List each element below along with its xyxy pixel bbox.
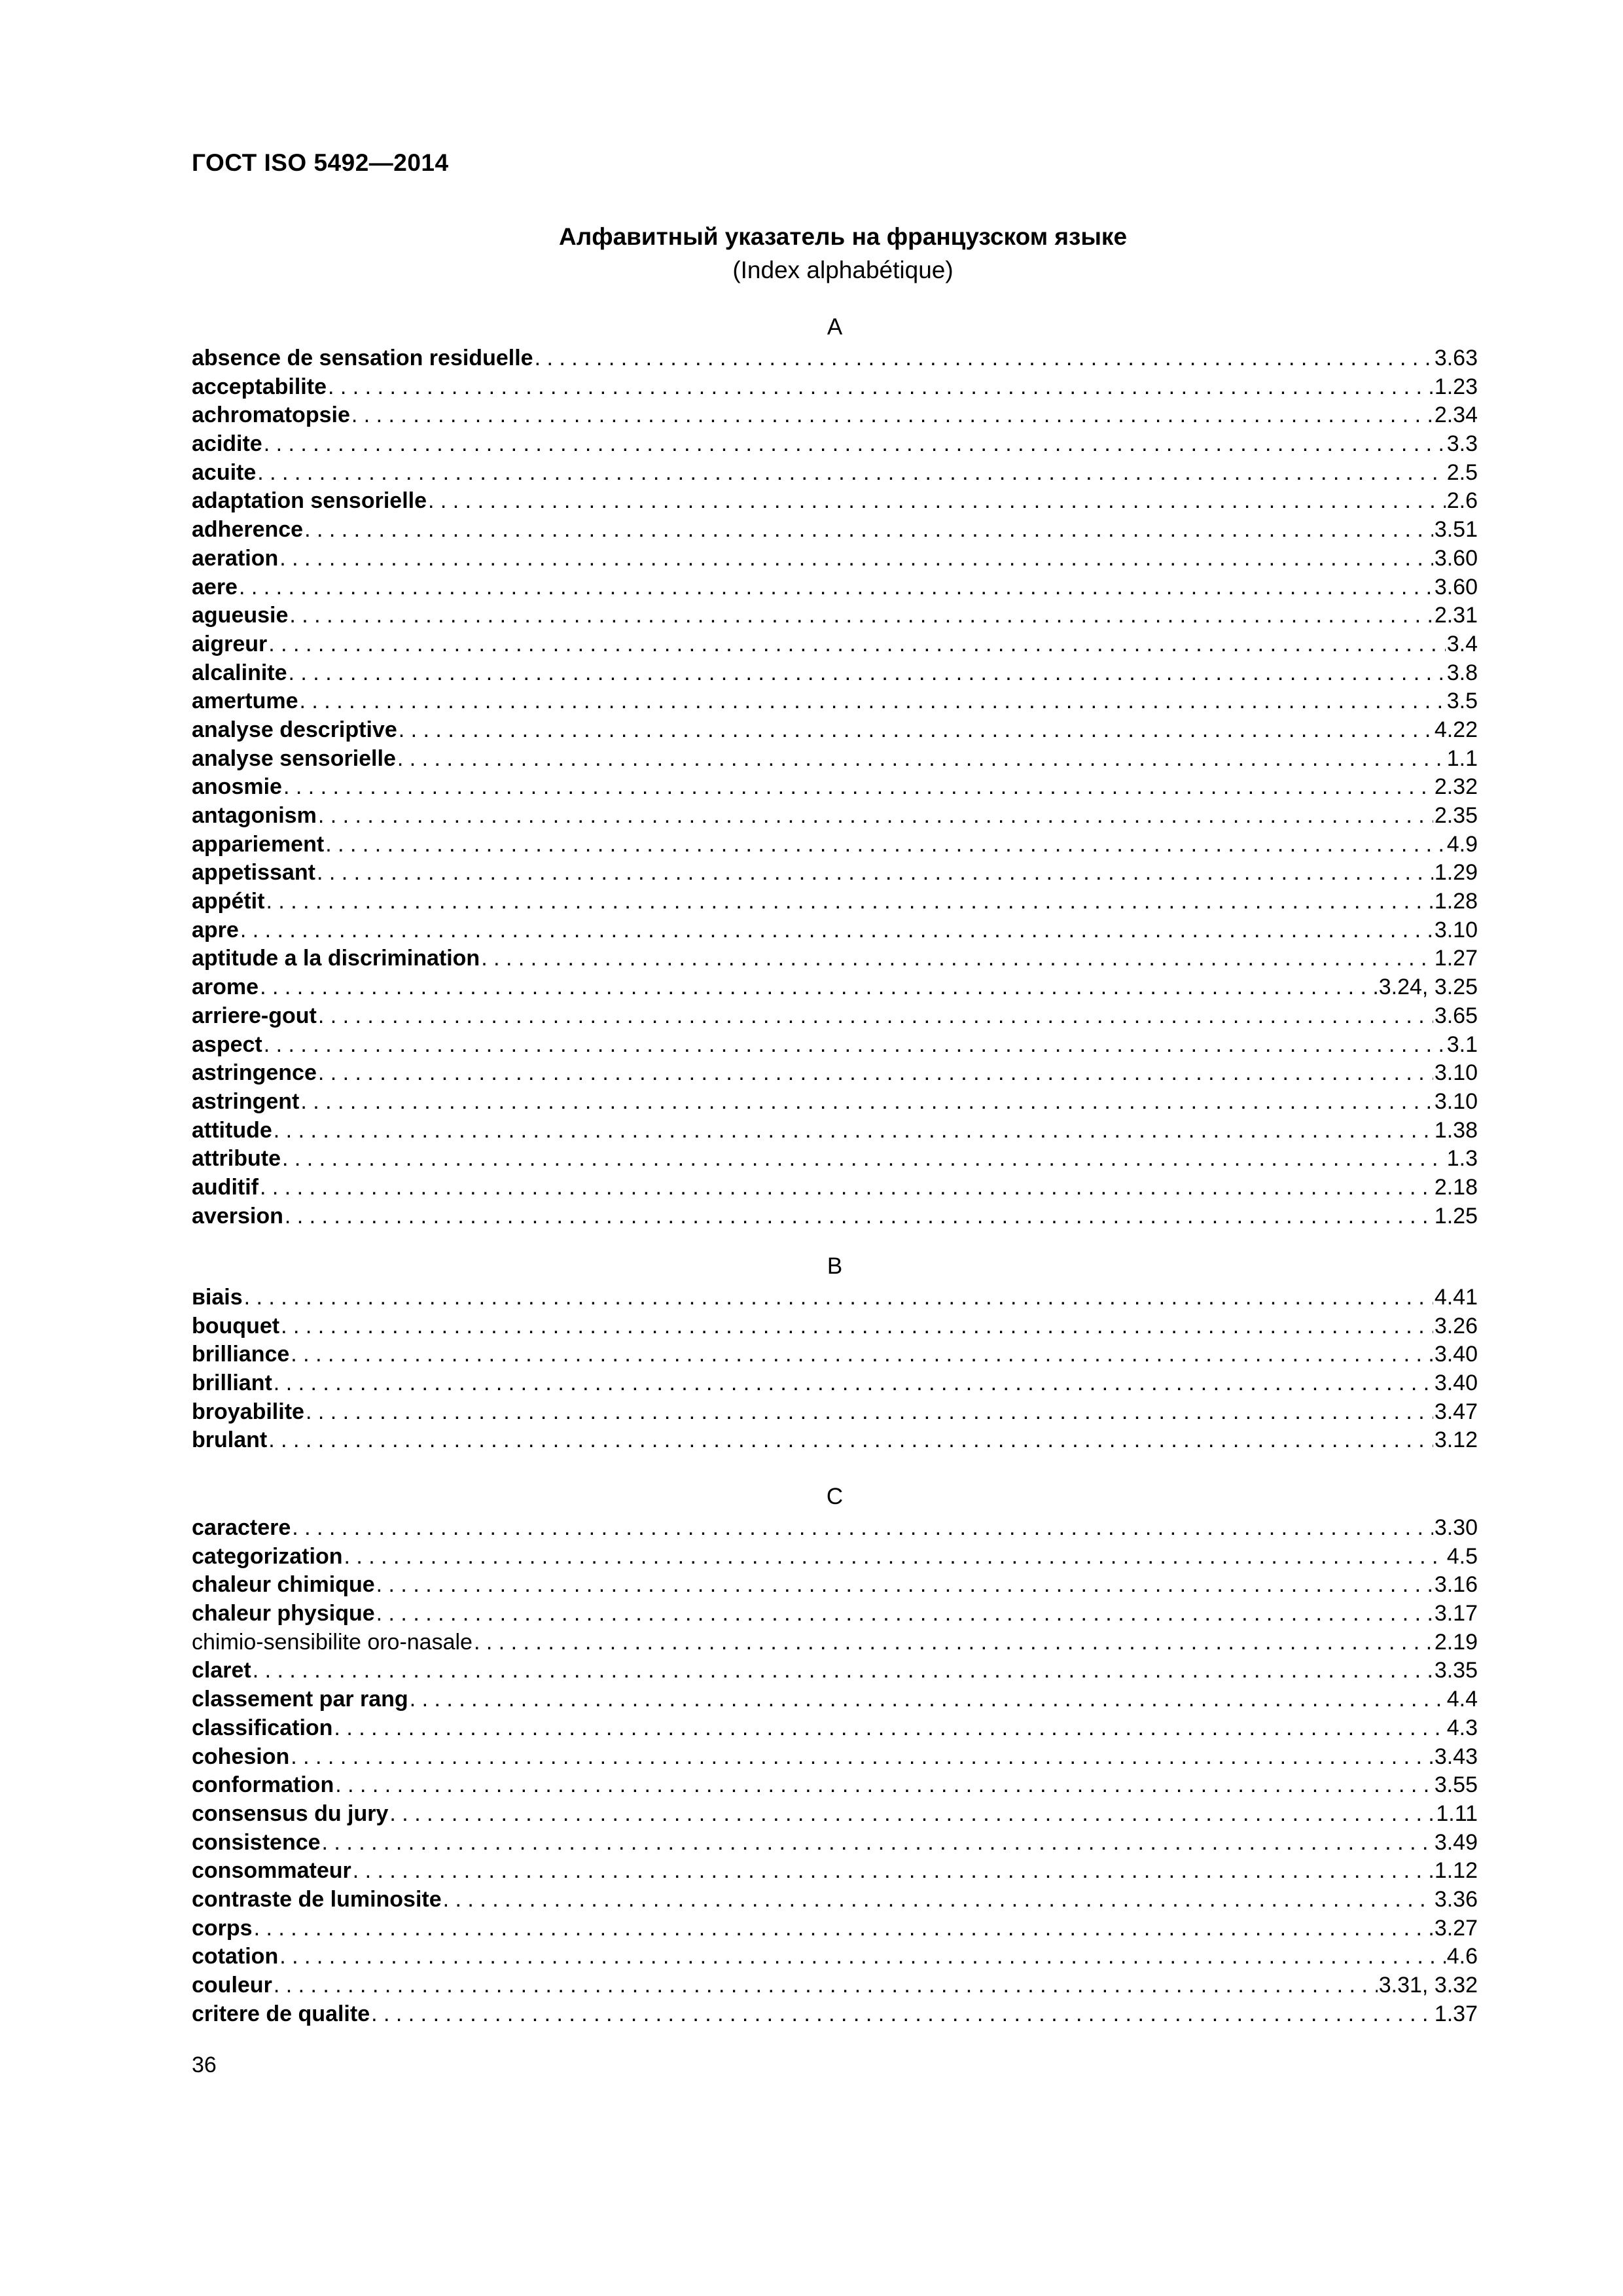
index-term: critere de qualite <box>192 2001 370 2026</box>
dot-leader <box>268 1427 1433 1453</box>
section-letter: C <box>826 1484 844 1509</box>
index-term: arome <box>192 975 259 1000</box>
index-section-a <box>192 309 1478 1232</box>
index-entry <box>192 660 1478 689</box>
index-term: aeration <box>192 545 279 571</box>
index-entry <box>192 1973 1478 2001</box>
index-term: caractere <box>192 1515 291 1540</box>
index-reference: 3.26 <box>1434 1313 1478 1338</box>
index-entry <box>192 832 1478 861</box>
index-term: aspect <box>192 1031 262 1057</box>
index-entry <box>192 1887 1478 1916</box>
dot-leader <box>289 660 1446 686</box>
index-term: antagonism <box>192 803 317 828</box>
index-entry <box>192 1314 1478 1342</box>
index-reference: 4.5 <box>1446 1543 1478 1569</box>
dot-leader <box>328 374 1433 400</box>
dot-leader <box>322 1830 1433 1856</box>
index-entry <box>192 2001 1478 2030</box>
index-entry <box>192 1515 1478 1544</box>
index-entry <box>192 403 1478 431</box>
dot-leader <box>292 1515 1433 1541</box>
index-reference: 2.35 <box>1434 803 1478 828</box>
index-term: cotation <box>192 1944 279 1969</box>
index-entry <box>192 1772 1478 1801</box>
index-entry <box>192 575 1478 603</box>
index-reference: 3.30 <box>1434 1515 1478 1540</box>
dot-leader <box>428 488 1446 514</box>
index-reference: 3.10 <box>1434 917 1478 942</box>
dot-leader <box>335 1772 1433 1798</box>
index-reference: 1.27 <box>1434 946 1478 971</box>
index-term: astringent <box>192 1088 300 1114</box>
index-reference: 3.63 <box>1434 346 1478 370</box>
dot-leader <box>279 546 1433 571</box>
index-term: bouquet <box>192 1313 280 1338</box>
index-term: consensus du jury <box>192 1801 389 1826</box>
index-term: apre <box>192 917 239 942</box>
index-term: acidite <box>192 431 262 457</box>
index-term: brilliance <box>192 1342 290 1367</box>
dot-leader <box>279 1944 1446 1969</box>
index-term: aigreur <box>192 631 268 656</box>
index-reference: 3.60 <box>1434 545 1478 571</box>
index-reference: 4.9 <box>1446 831 1478 857</box>
page-number: 36 <box>192 2053 217 2077</box>
index-entry <box>192 632 1478 660</box>
index-reference: 3.8 <box>1446 660 1478 685</box>
dot-leader <box>289 603 1433 628</box>
index-entry <box>192 1427 1478 1456</box>
index-entry <box>192 603 1478 632</box>
dot-leader <box>481 946 1433 971</box>
index-entry <box>192 1146 1478 1175</box>
dot-leader <box>264 1032 1446 1058</box>
dot-leader <box>318 1003 1433 1029</box>
index-reference: 3.4 <box>1446 631 1478 656</box>
index-entry <box>192 889 1478 918</box>
dot-leader <box>282 1146 1446 1172</box>
index-term: adaptation sensorielle <box>192 488 427 514</box>
index-term: brulant <box>192 1427 268 1453</box>
index-entry <box>192 803 1478 832</box>
index-entry <box>192 774 1478 803</box>
index-term: couleur <box>192 1973 272 1998</box>
index-reference: 2.6 <box>1446 488 1478 514</box>
dot-leader <box>353 1858 1433 1884</box>
dot-leader <box>300 1089 1433 1115</box>
index-entry <box>192 1572 1478 1601</box>
dot-leader <box>291 1342 1433 1367</box>
index-entry <box>192 1371 1478 1399</box>
dot-leader <box>304 517 1433 543</box>
index-entry <box>192 1687 1478 1715</box>
dot-leader <box>281 1314 1433 1339</box>
index-term: adherence <box>192 517 304 543</box>
index-entry <box>192 975 1478 1003</box>
section-letter: A <box>827 314 843 340</box>
dot-leader <box>274 1118 1433 1143</box>
index-reference: 1.1 <box>1446 745 1478 771</box>
index-reference: 2.5 <box>1446 459 1478 485</box>
index-term: corps <box>192 1915 253 1941</box>
index-entry <box>192 746 1478 775</box>
index-reference: 3.17 <box>1434 1601 1478 1626</box>
dot-leader <box>274 1973 1378 1998</box>
index-reference: 3.24, 3.25 <box>1378 975 1478 1000</box>
index-entry <box>192 860 1478 889</box>
index-entry <box>192 1544 1478 1573</box>
index-term: attribute <box>192 1146 281 1172</box>
index-entry <box>192 1175 1478 1204</box>
index-reference: 3.27 <box>1434 1915 1478 1941</box>
index-entry <box>192 1601 1478 1630</box>
dot-leader <box>397 746 1446 772</box>
index-term: categorization <box>192 1543 343 1569</box>
index-entry <box>192 546 1478 575</box>
index-entry <box>192 488 1478 517</box>
index-entry <box>192 1744 1478 1773</box>
index-term: absence de sensation residuelle <box>192 346 533 370</box>
index-entry <box>192 1399 1478 1428</box>
index-entry <box>192 1118 1478 1147</box>
index-term: aptitude a la discrimination <box>192 946 480 971</box>
dot-leader <box>376 1572 1433 1598</box>
index-term: contraste de luminosite <box>192 1886 442 1912</box>
index-entry <box>192 1944 1478 1973</box>
dot-leader <box>253 1658 1433 1683</box>
index-term: acuite <box>192 459 257 485</box>
dot-leader <box>334 1715 1445 1741</box>
index-entry <box>192 346 1478 374</box>
dot-leader <box>351 403 1433 428</box>
index-entry <box>192 1916 1478 1945</box>
dot-leader <box>283 774 1433 800</box>
index-reference: 3.35 <box>1434 1658 1478 1683</box>
index-reference: 3.36 <box>1434 1886 1478 1912</box>
index-reference: 3.43 <box>1434 1744 1478 1769</box>
index-section-c <box>192 1479 1478 2030</box>
index-reference: 2.31 <box>1434 603 1478 628</box>
index-reference: 3.10 <box>1434 1088 1478 1114</box>
index-reference: 1.3 <box>1446 1146 1478 1172</box>
index-entry <box>192 689 1478 717</box>
index-entry <box>192 946 1478 975</box>
dot-leader <box>376 1601 1433 1626</box>
index-reference: 4.6 <box>1446 1944 1478 1969</box>
index-reference: 1.25 <box>1434 1203 1478 1229</box>
index-reference: 3.49 <box>1434 1829 1478 1855</box>
index-reference: 1.37 <box>1434 2001 1478 2026</box>
dot-leader <box>240 918 1433 943</box>
index-reference: 3.47 <box>1434 1399 1478 1424</box>
dot-leader <box>474 1630 1433 1655</box>
index-entry <box>192 1060 1478 1089</box>
index-reference: 4.4 <box>1446 1687 1478 1712</box>
index-reference: 3.40 <box>1434 1371 1478 1396</box>
dot-leader <box>306 1399 1433 1425</box>
index-entry <box>192 431 1478 460</box>
index-term: arriere-gout <box>192 1003 317 1028</box>
index-entry <box>192 374 1478 403</box>
index-term: classification <box>192 1715 333 1740</box>
index-reference: 3.10 <box>1434 1060 1478 1086</box>
dot-leader <box>257 460 1445 486</box>
index-entry <box>192 460 1478 489</box>
index-term: analyse descriptive <box>192 717 397 742</box>
index-entry <box>192 918 1478 946</box>
index-reference: 2.34 <box>1434 403 1478 428</box>
index-term: consistence <box>192 1829 321 1855</box>
index-term: chaleur physique <box>192 1601 375 1626</box>
index-reference: 3.60 <box>1434 574 1478 600</box>
dot-leader <box>244 1285 1433 1310</box>
index-term: cohesion <box>192 1744 290 1769</box>
index-reference: 3.51 <box>1434 517 1478 543</box>
dot-leader <box>260 1175 1433 1200</box>
dot-leader <box>443 1887 1433 1912</box>
index-term: appariement <box>192 831 325 857</box>
index-entry <box>192 717 1478 746</box>
dot-leader <box>274 1371 1433 1396</box>
index-term: consommateur <box>192 1858 351 1884</box>
index-entry <box>192 517 1478 546</box>
index-term: appetissant <box>192 860 315 886</box>
index-entry <box>192 1285 1478 1314</box>
index-reference: 3.3 <box>1446 431 1478 457</box>
dot-leader <box>371 2001 1433 2027</box>
index-reference: 1.29 <box>1434 860 1478 886</box>
index-entry <box>192 1204 1478 1232</box>
dot-leader <box>285 1204 1433 1229</box>
index-entry <box>192 1003 1478 1032</box>
index-term: achromatopsie <box>192 403 350 428</box>
index-reference: 3.12 <box>1434 1427 1478 1453</box>
index-entry <box>192 1630 1478 1659</box>
index-entry <box>192 1032 1478 1061</box>
index-term: broyabilite <box>192 1399 304 1424</box>
index-reference: 1.23 <box>1434 374 1478 399</box>
index-term: aversion <box>192 1203 283 1229</box>
dot-leader <box>300 689 1446 714</box>
index-term: claret <box>192 1658 251 1683</box>
index-reference: 3.31, 3.32 <box>1378 1973 1478 1998</box>
index-reference: 1.12 <box>1434 1858 1478 1884</box>
index-reference: 4.3 <box>1446 1715 1478 1740</box>
index-term: aere <box>192 574 238 600</box>
section-letter: B <box>827 1253 843 1279</box>
dot-leader <box>535 346 1433 371</box>
standard-header: ГОСТ ISO 5492—2014 <box>192 149 449 176</box>
index-entry <box>192 1715 1478 1744</box>
dot-leader <box>254 1916 1433 1941</box>
dot-leader <box>268 632 1445 657</box>
dot-leader <box>291 1744 1433 1770</box>
index-term: chimio-sensibilite oro-nasale <box>192 1629 473 1655</box>
index-reference: 4.22 <box>1434 717 1478 742</box>
index-term: agueusie <box>192 603 289 628</box>
index-reference: 3.65 <box>1434 1003 1478 1028</box>
dot-leader <box>325 832 1446 857</box>
index-term: chaleur chimique <box>192 1572 375 1598</box>
index-term: attitude <box>192 1117 272 1143</box>
index-term: acceptabilite <box>192 374 327 399</box>
index-reference: 3.1 <box>1446 1031 1478 1057</box>
index-reference: 1.38 <box>1434 1117 1478 1143</box>
index-term: classement par rang <box>192 1687 408 1712</box>
index-entry <box>192 1342 1478 1371</box>
index-term: вiais <box>192 1285 243 1310</box>
index-term: alcalinite <box>192 660 287 685</box>
index-term: brilliant <box>192 1371 272 1396</box>
index-entry <box>192 1801 1478 1830</box>
index-reference: 2.19 <box>1434 1629 1478 1655</box>
index-title: Алфавитный указатель на французском языке <box>558 223 1128 250</box>
index-term: appétit <box>192 889 265 914</box>
index-term: astringence <box>192 1060 317 1086</box>
index-reference: 3.55 <box>1434 1772 1478 1798</box>
index-term: auditif <box>192 1174 259 1200</box>
dot-leader <box>239 575 1433 600</box>
index-reference: 1.11 <box>1436 1801 1478 1826</box>
index-reference: 3.40 <box>1434 1342 1478 1367</box>
index-term: amertume <box>192 689 298 714</box>
index-reference: 3.5 <box>1446 689 1478 714</box>
index-term: analyse sensorielle <box>192 745 396 771</box>
dot-leader <box>264 431 1446 457</box>
index-entry <box>192 1658 1478 1687</box>
dot-leader <box>399 717 1433 743</box>
index-reference: 3.16 <box>1434 1572 1478 1598</box>
dot-leader <box>389 1801 1435 1827</box>
index-reference: 2.18 <box>1434 1174 1478 1200</box>
index-subtitle: (Index alphabétique) <box>732 257 954 283</box>
index-reference: 4.41 <box>1434 1285 1478 1310</box>
dot-leader <box>317 860 1433 886</box>
index-reference: 1.28 <box>1434 889 1478 914</box>
index-entry <box>192 1858 1478 1887</box>
index-section-b <box>192 1248 1478 1456</box>
dot-leader <box>344 1544 1445 1570</box>
index-reference: 2.32 <box>1434 774 1478 800</box>
index-term: anosmie <box>192 774 282 800</box>
index-entry <box>192 1089 1478 1118</box>
dot-leader <box>318 1060 1433 1086</box>
index-term: conformation <box>192 1772 334 1798</box>
dot-leader <box>318 803 1433 829</box>
index-entry <box>192 1830 1478 1859</box>
dot-leader <box>260 975 1378 1000</box>
dot-leader <box>266 889 1433 914</box>
dot-leader <box>410 1687 1446 1712</box>
